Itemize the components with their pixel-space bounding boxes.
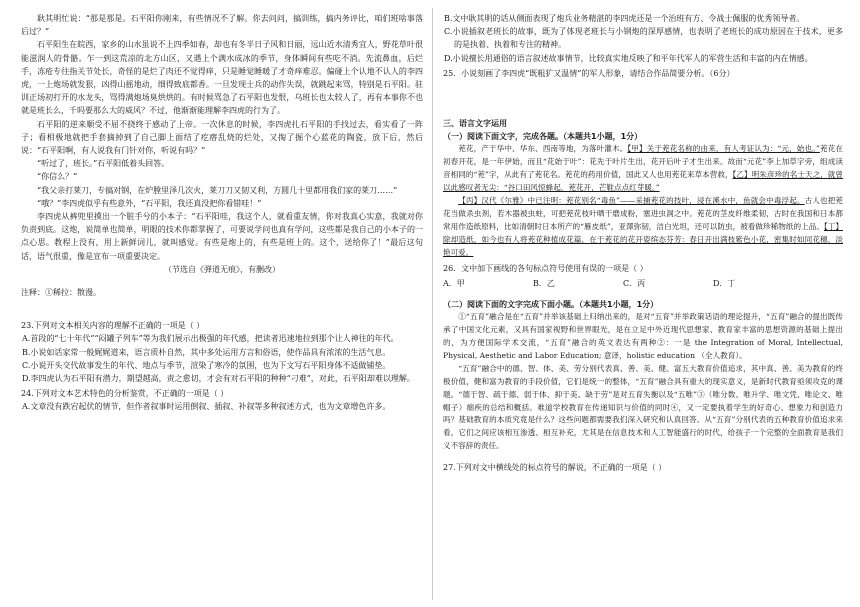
part-1-rest: 古人也把茺花当做杀虫剂，若木器被虫蛀，可把茺花枝叶晒干磨成粉，塞进虫洞之中。茺花的茎皮纤维柔韧，古时在我国和日本都常用作造纸原料，比如清朝时日本所产的“雁皮纸”，亚澤弥韧，洁白光坦，还可以防虫，被看做珍稀物纸的上品。 bbox=[443, 196, 843, 231]
part-1-title: （一）阅读下面文字，完成各题。（本题共1小题，1分） bbox=[443, 132, 643, 142]
sentence-yi: 【乙】明朱彦珍的名士天之，就曾以此感叹者无尖：“谷口田风惊蜂起，茺花开，芒鞋点点红芽暖。” bbox=[443, 170, 843, 193]
part-1-intro: 茺花，产于华中、华东、西南等地，为落叶灌木。 bbox=[458, 144, 628, 154]
right-column bbox=[443, 12, 843, 602]
question-26-option-c: C．丙 bbox=[623, 278, 646, 288]
passage-footnote: 注释：①稀拉：散漫。 bbox=[21, 288, 101, 298]
passage-paragraph: 李四虎从裤兜里摸出一个脏手兮的小本子：“石平阳哇，我这个人，就看重友情，你对我真心实意，我就对你负责到底。这炮，说简单也简单，明眼的技术你都掌握了，可要说学问也真有学问，这些都是我自己的小本子的一点心思。教程上没有，用上新鲜词儿，就叫感觉。有些是炮上的，有些是班上的。这个，送给你了！”最后这句话，语气很重，像是宣布一项重要决定。 bbox=[21, 212, 423, 261]
part-1-paragraph bbox=[443, 195, 843, 260]
part-1-main: 茺花在初春开花，是一年伊始，而且“花始于叶”：花先于叶片生出，花开后叶子才生出来。故而“元花”李上加草字旁，组成读音相同的“茺”字，从此有了茺花名。茺花的药用价值，国此又人也用茺花来草本营救， bbox=[443, 144, 843, 180]
section-title: 三、语言文字运用 bbox=[443, 119, 507, 129]
passage-paragraph: 石平阳生在皖西，家乡的山水虽说不上四季如春，却也有冬半日子风和日丽，远山近水清秀宜人，野花草叶很能滋润人的骨骼。乍一到这荒凉的北方山区，又遇上个满水成冰的季节，身体瞬间有些吃不消。先流鼻血，后烂手，冻疮专往指关节处长，奇怪的是烂了肉还不觉得痒，只是睡觉睡暖了才奇痒难忍。偏碰上个认地不认人的李四虎，一上炮场就发狠，凶得山摇地动，细得致底都香。一旦发现士兵的动作失误，就跳起来骂，特别是石平阳。驻训正场初打开的水龙头，骂得满炮场臭烘烘的。有时候骂急了石平阳也发恨，乌班长也太较人了，再有本事你不也就是班长么，千吗要那么大的威风？不过，他渐渐能理解李四虎的行为了。 bbox=[21, 40, 423, 116]
question-24-stem: 24.下列对文本艺术特色的分析鉴赏，不正确的一项是（ ） bbox=[21, 389, 229, 399]
passage-source: （节选自《弹道无痕》，有删改） bbox=[164, 264, 280, 274]
passage-paragraph: “你信么？” bbox=[37, 172, 78, 182]
question-23-stem: 23.下列对文本相关内容的理解不正确的一项是（ ） bbox=[21, 321, 205, 331]
column-divider bbox=[432, 8, 433, 600]
passage-paragraph: “哦？”李四虎似乎有些意外，“石平阳，我还真没把你看错哇！” bbox=[37, 198, 262, 208]
question-26-stem: 26．文中加下画线的各句标点符号使用有误的一项是（ ） bbox=[443, 263, 648, 273]
sentence-ding: 【丁】除却造纸，如今也有人将茺花种植成花篇，在于茺花的花开姿缤态芬芳：春日开出满枝紫色小花，密集时如同花穗，淡艳可爱。 bbox=[443, 221, 843, 257]
answer-space bbox=[443, 80, 843, 114]
question-23-option-b: B.小说如话家常一般娓娓道来，语言质朴自然，其中多处运用方言和俗语，使作品具有浓浓的生活气息。 bbox=[22, 347, 391, 357]
question-27-stem: 27.下列对文中横线处的标点符号的解说，不正确的一项是（ ） bbox=[443, 463, 667, 473]
question-23-option-c: C.小说开头交代故事发生的年代、地点与季节，渲染了寒冷的氛围，也为下文写石平阳身体不适做铺垫。 bbox=[22, 360, 391, 370]
question-24-option-b: B.文中耿其明的话从侧面表现了炮兵业务精湛的李四虎还是一个治班有方、令战士佩服的优秀领导者。 bbox=[444, 14, 805, 23]
passage-paragraph: “听过了，班长。”石平阳低着头回答。 bbox=[37, 159, 170, 169]
sentence-bing: 【丙】汉代《尔雅》中已注明：茺花别名“毒鱼”——采捕茺花的技叶，浸在溪水中，鱼就会中毒浮起。 bbox=[458, 196, 805, 206]
part-2-paragraph: ①“五育”融合是在“五育”并举该基础上归纳出来的，是对“五育”并举政策话语的理论提升，“五育”融合的提出既传承了中国文化元素，又具有国家视野和世界眼光，是在立足中外近现代思想家、教育家丰富的思想资源的基础上提出的，为方便国际学术交流，“五育”融合的英文表达有两种②：一是 the Integration of Moral, Intellectual, Physical, Aesthetic and Labor Education; 意译，holistic education （全人教育）。 bbox=[443, 312, 843, 360]
part-2-paragraph: “五育”融合中的德、智、体、美、劳分别代表真、善、美、健、富五大教育价值追求，其中真、善、美为教育的终极价值，健和富为教育的手段价值，它们是统一的整体，“五育”融合具有重大的现实意义，是新时代教育亟须攻克的课题。“德于智、疏于德、弱于体、抑于美、缺于劳”是对五育失衡以及“五唯”③（唯分数、唯升学、唯文凭、唯论文、唯帽子）痼疾的总结和概括。难道学校教育在传递知识与价值的同时④，又一定要执着学生的好奇心、想象力和创造力吗？基础教育的本质究竟是什么？这些问题都需要我们深入研究和认真回答。从“五育”分别代表的五种教育价值追求来看，它们之间应该相互渗透、相互补充，尤其是在信息技术和人工智能盛行的时代，给孩子一个完整的全面教育是我们义不容辞的责任。 bbox=[443, 363, 843, 451]
question-26-option-b: B．乙 bbox=[533, 278, 555, 288]
spacer bbox=[443, 290, 843, 298]
passage-paragraph: 耿其明忙说：“那是那是。石平阳你刚来，有些情况不了解。你去问问，搞训练，搞内务评比，咱们班啥事落后过？” bbox=[21, 14, 423, 37]
question-25-stem: 25．小说刻画了李四虎“既粗犷又温情”的军人形象，请结合作品简要分析。（6分） bbox=[443, 68, 735, 78]
question-26-option-d: D．丁 bbox=[713, 278, 736, 288]
question-26-options bbox=[443, 277, 843, 290]
left-column bbox=[21, 12, 423, 602]
part-2-title: （二）阅读下面的文字完成下面小题。（本题共1小题，1分） bbox=[443, 299, 659, 309]
passage-paragraph: “我父亲打莱刀，专搞对钢，在炉膛里泽几次火，莱刀刀又韧又利，方圆几十里都用我们家的莱刀……” bbox=[37, 185, 398, 195]
question-23-option-a: A.首段的“七十年代”“闷罐子列车”等为我们展示出极强的年代感，把读者迅速地拉到那个让人神往的年代。 bbox=[22, 334, 399, 344]
question-26-option-a: A．甲 bbox=[443, 278, 465, 288]
sentence-jia: 【甲】关于茺花名称的由来，有人考证认为：“元，始也。” bbox=[627, 144, 820, 154]
question-24-option-a: A.文章没有跌宕起伏的情节，但作者叙事时运用倒叙、插叙、补叙等多种叙述方式，也为文章增色许多。 bbox=[22, 402, 391, 412]
spacer bbox=[443, 453, 843, 459]
question-24-option-d: D.小说擅长用通俗的语言叙述故事情节，比较真实地反映了和平年代军人的军营生活和丰富的内在情感。 bbox=[444, 53, 813, 63]
part-1-paragraph bbox=[443, 143, 843, 195]
part-2-passage bbox=[443, 311, 843, 453]
question-24-option-c: C.小说插叙老班长的故事，既为了体现老班长与小钢炮的深厚感情，也表明了老班长的成功原因在于技术，更多的是执着、执着和专注的精神。 bbox=[444, 27, 843, 50]
question-23-option-d: D.李四虎认为石平阳有潜力，期望越高，责之愈切，才会有对石平阳的种种“刁难”，对此，石平阳却难以理解。 bbox=[22, 374, 415, 384]
passage-paragraph: 石平阳的逆来顺受不屈不挠终于感动了上帝。一次休息的时候，李四虎扎石平阳的手找过去，看实看了一阵子；看相极地就把手套摘掉到了自己脚上面结了疙瘩乱烧的烂处，又掏了掘个心蓝花的陶瓷，放下后，然后说：“石平阳啊，有人说我有门针对你，听说有吗？” bbox=[21, 119, 423, 156]
part-1-passage bbox=[443, 143, 843, 259]
